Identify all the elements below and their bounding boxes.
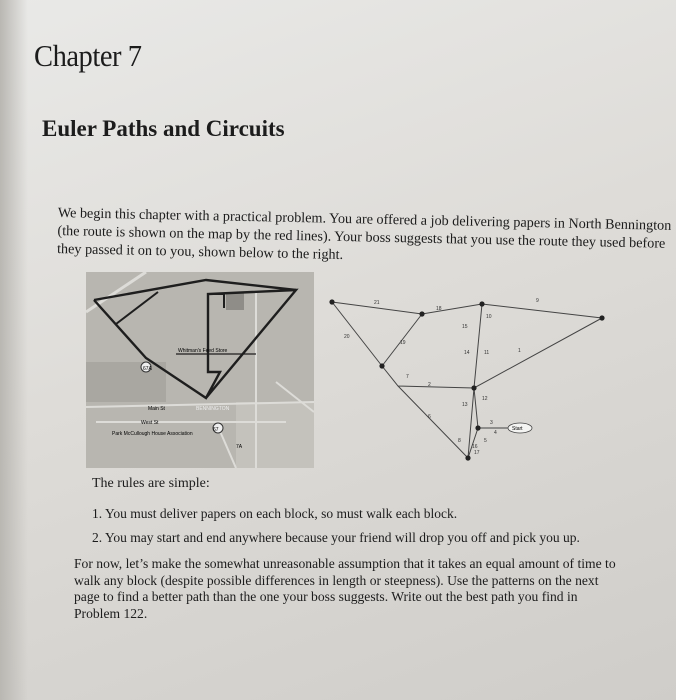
edge-label: 19	[400, 340, 406, 346]
edge-label: 21	[374, 300, 380, 306]
map-house-label: Park McCullough House Association	[112, 431, 193, 437]
graph-node	[379, 363, 384, 368]
graph-node	[329, 299, 334, 304]
edge-label: 11	[484, 350, 490, 356]
edge-label: 6	[428, 414, 431, 420]
rule-item: 2. You may start and end anywhere because your friend will drop you off and pick you up.	[92, 530, 580, 545]
edge-label: 8	[458, 438, 461, 444]
graph-node	[479, 301, 484, 306]
closing-paragraph: For now, let’s make the somewhat unreasonable assumption that it takes an equal amount of time to walk any block (despite possible differences in length or steepness). Use the patterns on the next page to find a better path than the one your boss suggests. Write out the best path you find in Problem 122.	[74, 556, 616, 621]
edge-label: 7	[406, 374, 409, 380]
graph-node	[599, 315, 604, 320]
route-graph-drawing	[318, 282, 618, 472]
edge-label: 13	[462, 402, 468, 408]
chapter-title: Chapter 7	[34, 38, 142, 73]
edge-label: 14	[464, 350, 470, 356]
start-label: Start	[512, 426, 523, 432]
edge-label: 1	[518, 348, 521, 354]
graph-node	[419, 311, 424, 316]
map-main-st: Main St	[148, 406, 165, 412]
map-route-67: 67	[213, 427, 219, 433]
edge-label: 3	[490, 420, 493, 426]
map-store-label: Whitman's Feed Store	[178, 348, 228, 354]
rule-item: 1. You must deliver papers on each block, so must walk each block.	[92, 506, 458, 521]
map-route-67a: 67A	[143, 366, 152, 372]
edge-label: 4	[494, 430, 497, 436]
section-title: Euler Paths and Circuits	[42, 116, 285, 141]
map-west-st: West St	[141, 420, 159, 426]
graph-node	[465, 455, 470, 460]
edge-label: 18	[436, 306, 442, 312]
graph-node	[471, 385, 476, 390]
edge-label: 17	[474, 450, 480, 456]
edge-label: 12	[482, 396, 488, 402]
route-map	[86, 272, 314, 468]
edge-label: 20	[344, 334, 350, 340]
edge-label: 10	[486, 314, 492, 320]
edge-label: 5	[484, 438, 487, 444]
intro-paragraph: We begin this chapter with a practical problem. You are offered a job delivering papers in North Bennington (the route is shown on the map by the red lines). Your boss suggests that you use the route they used before they passed it on to you, shown below to the right.	[56, 204, 672, 263]
map-route-7a: 7A	[236, 444, 243, 450]
edge-label: 15	[462, 324, 468, 330]
edge-label: 9	[536, 298, 539, 304]
edge-label: 16	[472, 444, 478, 450]
page-curl-shadow	[0, 0, 28, 700]
route-graph	[318, 282, 618, 472]
graph-node	[475, 425, 480, 430]
map-town-label: BENNINGTON	[196, 406, 230, 412]
route-map-drawing	[86, 272, 314, 468]
rules-intro: The rules are simple:	[92, 476, 210, 491]
edge-label: 2	[428, 382, 431, 388]
